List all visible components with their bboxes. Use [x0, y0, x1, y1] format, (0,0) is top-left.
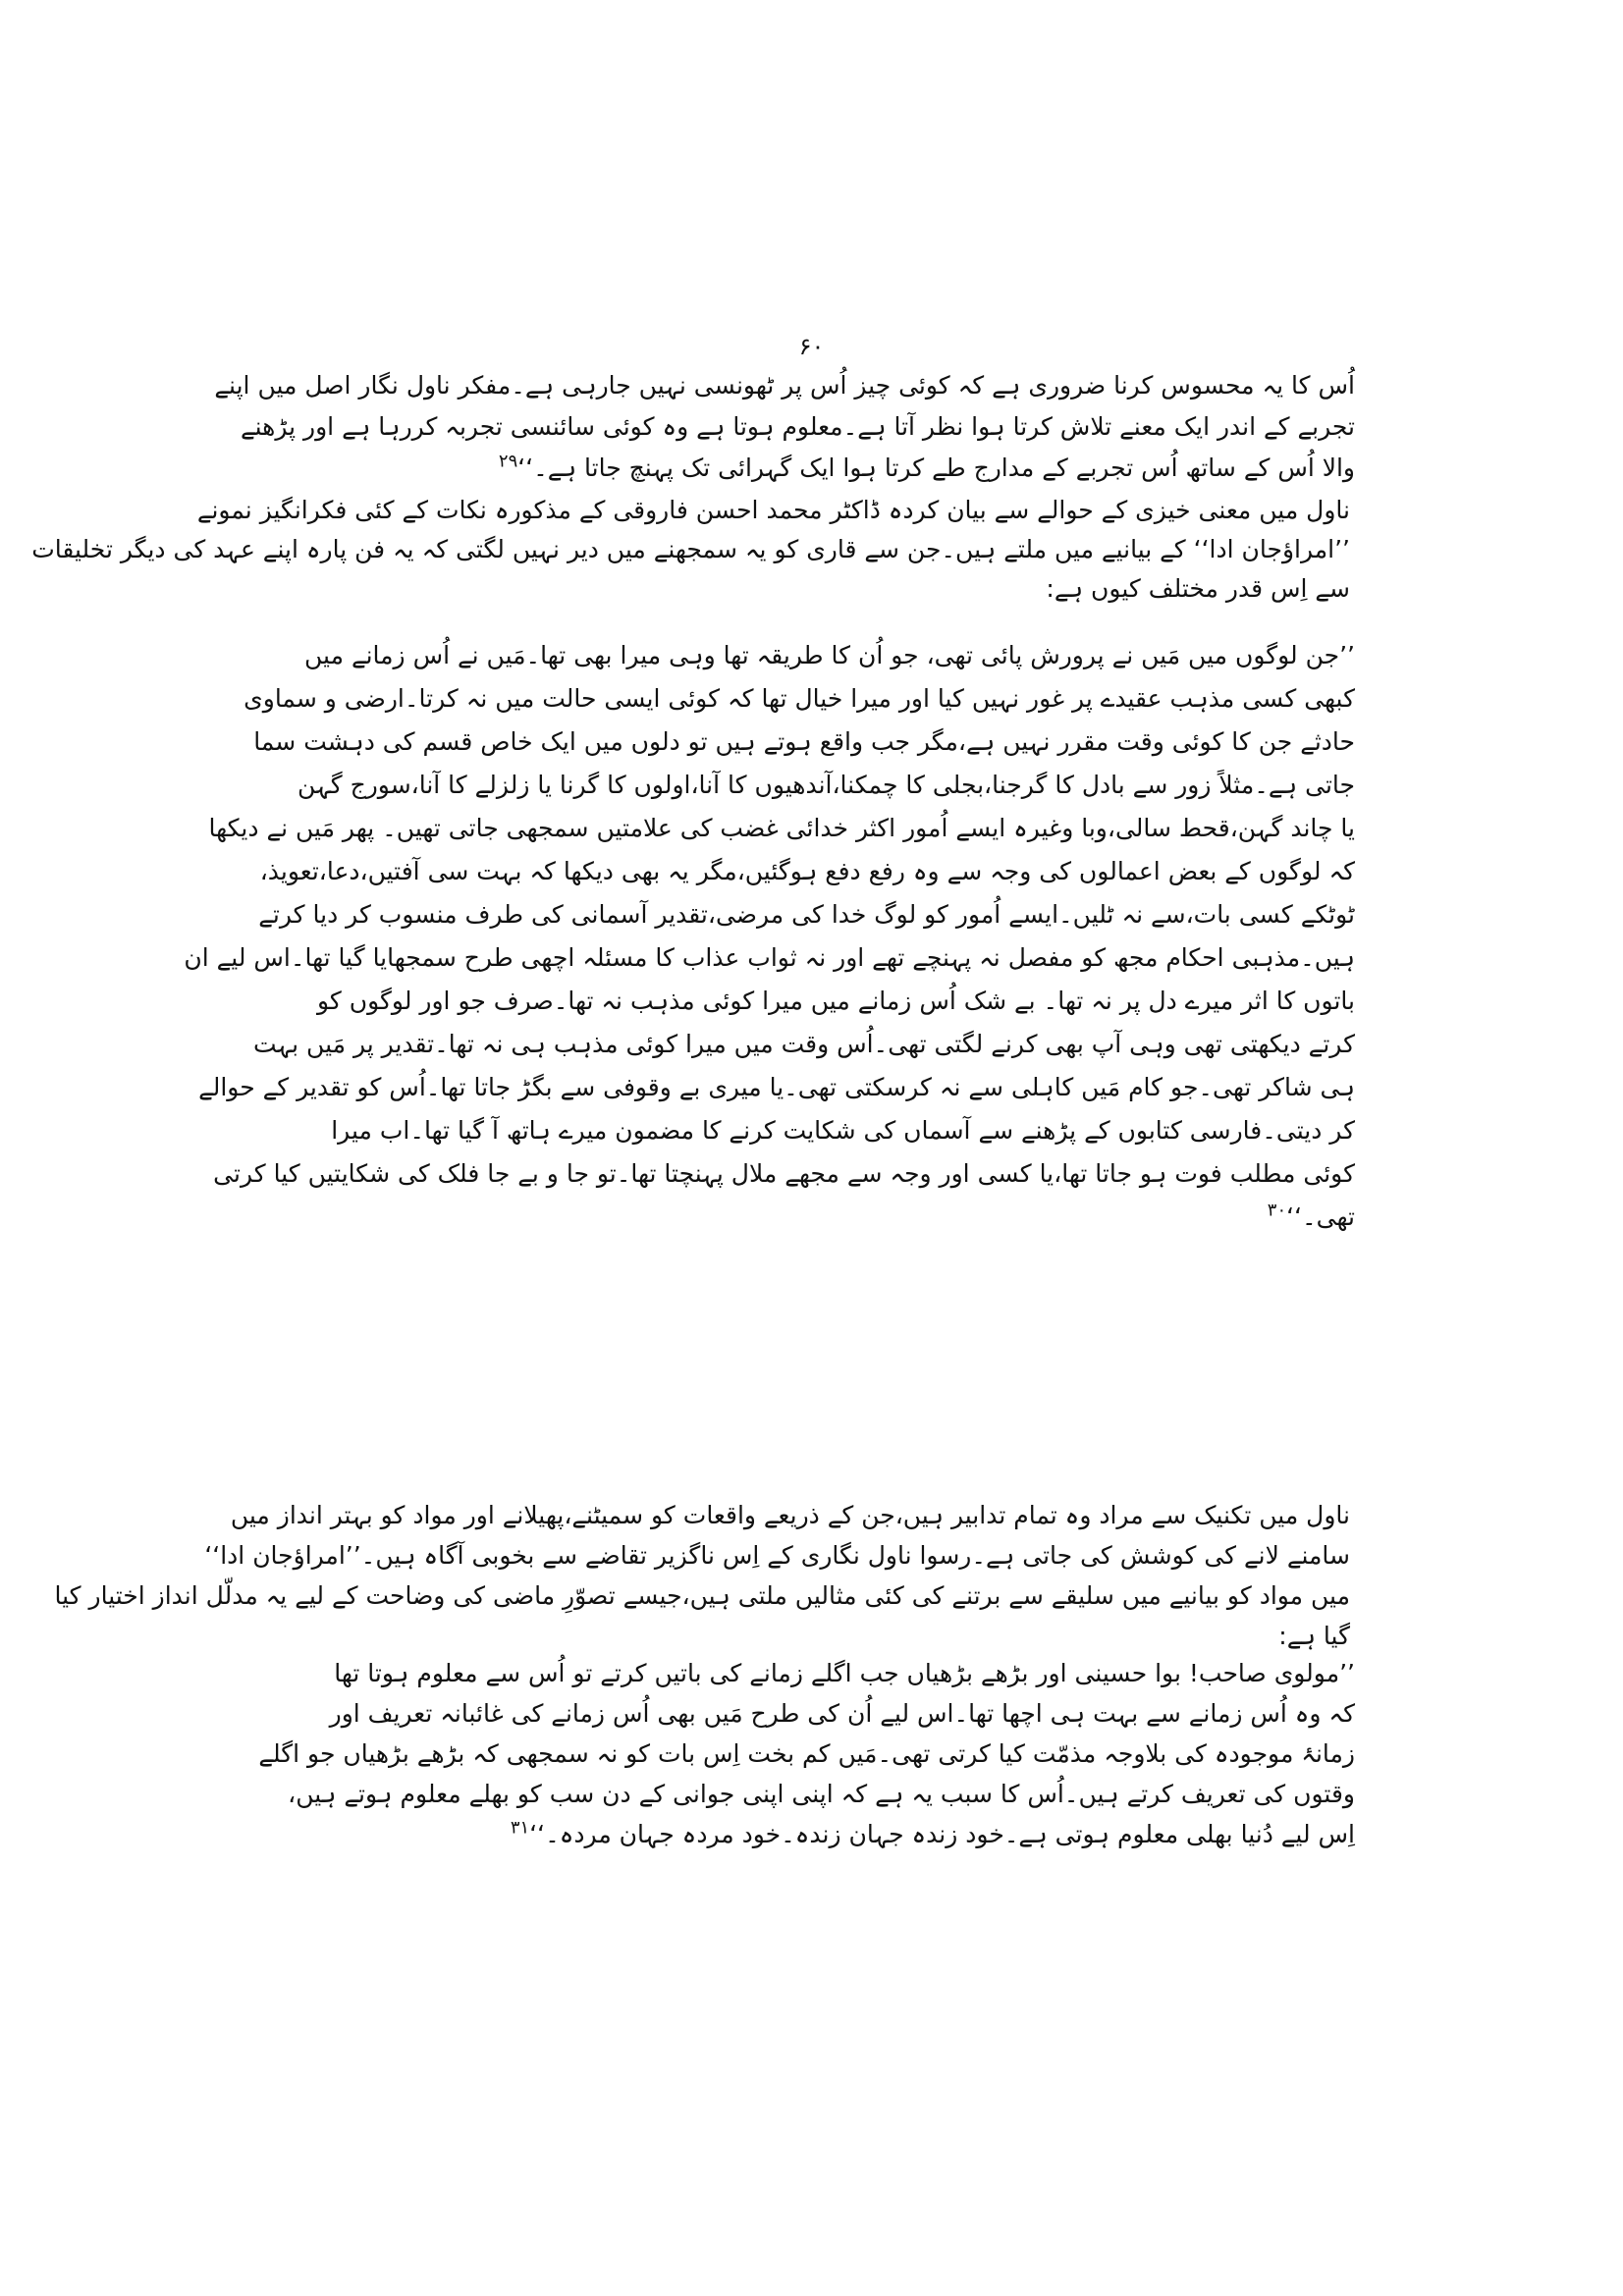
- quote-line-last: [373, 1196, 1355, 1239]
- quote-block-3: [258, 1653, 1355, 1854]
- quote-line: حادثے جن کا کوئی وقت مقرر نہیں ہے،مگر جب واقع ہوتے ہیں تو دلوں میں ایک خاص قسم کی دہشت سما: [253, 727, 1355, 756]
- footnote-marker: ۳۱: [510, 1817, 530, 1839]
- quote-line: کبھی کسی مذہب عقیدے پر غور نہیں کیا اور میرا خیال تھا کہ کوئی ایسی حالت میں نہ کرتا۔ارضی و سماوی: [243, 684, 1355, 713]
- quote-line: ٹوٹکے کسی بات،سے نہ ٹلیں۔ایسے اُمور کو لوگ خدا کی مرضی،تقدیر آسمانی کی طرف منسوب کر دیا کرتے: [258, 900, 1355, 929]
- quote-line: وقتوں کی تعریف کرتے ہیں۔اُس کا سبب یہ ہے کہ اپنی اپنی جوانی کے دن سب کو بھلے معلوم ہوتے ہیں،: [288, 1780, 1355, 1808]
- paragraph-2: [54, 1495, 1350, 1656]
- quote-line: ہیں۔مذہبی احکام مجھ کو مفصل نہ پہنچے تھے اور نہ ثواب عذاب کا مسئلہ اچھی طرح سمجھایا گیا تھا۔اس لیے ان: [184, 943, 1355, 972]
- quote-line: کہ لوگوں کے بعض اعمالوں کی وجہ سے وہ رفع دفع ہوگئیں،مگر یہ بھی دیکھا کہ بہت سی آفتیں،دعا،تعویذ،: [259, 857, 1355, 885]
- quote-line-last: [373, 1814, 1355, 1854]
- quote-line: باتوں کا اثر میرے دل پر نہ تھا۔ بے شک اُس زمانے میں میرا کوئی مذہب نہ تھا۔صرف جو اور لوگوں کو: [316, 987, 1355, 1015]
- paragraph-line: ناول میں معنی خیزی کے حوالے سے بیان کردہ ڈاکٹر محمد احسن فاروقی کے مذکورہ نکات کے کئی فکرانگیز نمونے: [196, 496, 1350, 524]
- quote-line: کہ وہ اُس زمانے سے بہت ہی اچھا تھا۔اس لیے اُن کی طرح مَیں بھی اُس زمانے کی غائبانہ تعریف اور: [329, 1699, 1355, 1728]
- quote-line: تجربے کے اندر ایک معنے تلاش کرتا ہوا نظر آتا ہے۔معلوم ہوتا ہے وہ کوئی سائنسی تجربہ کررہا ہے اور پڑھنے: [240, 412, 1355, 441]
- footnote-marker: ۲۹: [498, 451, 518, 472]
- quote-block-1: [214, 365, 1355, 489]
- quote-line: جاتی ہے۔مثلاً زور سے بادل کا گرجنا،بجلی کا چمکنا،آندھیوں کا آنا،اولوں کا گرنا یا زلزلے کا آنا،سورج گہن: [298, 771, 1355, 799]
- paragraph-line: سے اِس قدر مختلف کیوں ہے:: [1046, 574, 1350, 603]
- quote-line: ’’جن لوگوں میں مَیں نے پرورش پائی تھی، جو اُن کا طریقہ تھا وہی میرا بھی تھا۔مَیں نے اُس زمانے میں: [304, 641, 1355, 669]
- quote-line-last: [373, 448, 1355, 489]
- quote-line: یا چاند گہن،قحط سالی،وبا وغیرہ ایسے اُمور اکثر خدائی غضب کی علامتیں سمجھی جاتی تھیں۔ پھر مَیں نے دیکھا: [208, 814, 1355, 842]
- quote-block-2: [184, 634, 1355, 1239]
- paragraph-line: ناول میں تکنیک سے مراد وہ تمام تدابیر ہیں،جن کے ذریعے واقعات کو سمیٹنے،پھیلانے اور مواد کو بہتر انداز میں: [230, 1501, 1350, 1529]
- paragraph-line: ’’امراؤجان ادا‘‘ کے بیانیے میں ملتے ہیں۔جن سے قاری کو یہ سمجھنے میں دیر نہیں لگتی کہ یہ فن پارہ اپنے عہد کی دیگر تخلیقات: [31, 535, 1350, 563]
- quote-line: کرتے دیکھتی تھی وہی آپ بھی کرنے لگتی تھی۔اُس وقت میں میرا کوئی مذہب ہی نہ تھا۔تقدیر پر مَیں بہت: [252, 1030, 1355, 1058]
- paragraph-line: میں مواد کو بیانیے میں سلیقے سے برتنے کی کئی مثالیں ملتی ہیں،جیسے تصوّرِ ماضی کی وضاحت کے لیے یہ مدلّل انداز اختیار کیا: [54, 1581, 1350, 1610]
- quote-line: کوئی مطلب فوت ہو جاتا تھا،یا کسی اور وجہ سے مجھے ملال پہنچتا تھا۔تو جا و بے جا فلک کی شکایتیں کیا کرتی: [213, 1159, 1355, 1188]
- quote-line: کر دیتی۔فارسی کتابوں کے پڑھنے سے آسماں کی شکایت کرنے کا مضمون میرے ہاتھ آ گیا تھا۔اب میرا: [331, 1116, 1355, 1145]
- paragraph-1: [31, 491, 1350, 609]
- page-number: ۶۰: [798, 333, 825, 360]
- footnote-marker: ۳۰: [1267, 1200, 1287, 1221]
- quote-line-text: اِس لیے دُنیا بھلی معلوم ہوتی ہے۔خود زندہ جہان زندہ۔خود مردہ جہان مردہ۔‘‘: [529, 1820, 1355, 1848]
- paragraph-line: گیا ہے:: [1278, 1622, 1350, 1650]
- quote-line: ہی شاکر تھی۔جو کام مَیں کاہلی سے نہ کرسکتی تھی۔یا میری بے وقوفی سے بگڑ جاتا تھا۔اُس کو تقدیر کے حوالے: [198, 1073, 1355, 1101]
- quote-line: ’’مولوی صاحب! بوا حسینی اور بڑھے بڑھیاں جب اگلے زمانے کی باتیں کرتے تو اُس سے معلوم ہوتا تھا: [334, 1659, 1355, 1687]
- quote-line: اُس کا یہ محسوس کرنا ضروری ہے کہ کوئی چیز اُس پر ٹھونسی نہیں جارہی ہے۔مفکر ناول نگار اصل میں اپنے: [214, 371, 1355, 400]
- paragraph-line: سامنے لانے کی کوشش کی جاتی ہے۔رسوا ناول نگاری کے اِس ناگزیر تقاضے سے بخوبی آگاہ ہیں۔’’امراؤجان ادا‘‘: [204, 1541, 1350, 1570]
- quote-line-text: تھی۔‘‘: [1286, 1202, 1355, 1231]
- quote-line-text: والا اُس کے ساتھ اُس تجربے کے مدارج طے کرتا ہوا ایک گہرائی تک پہنچ جاتا ہے۔‘‘: [517, 454, 1355, 482]
- quote-line: زمانۂ موجودہ کی بلاوجہ مذمّت کیا کرتی تھی۔مَیں کم بخت اِس بات کو نہ سمجھی کہ بڑھے بڑھیاں جو اگلے: [258, 1739, 1355, 1768]
